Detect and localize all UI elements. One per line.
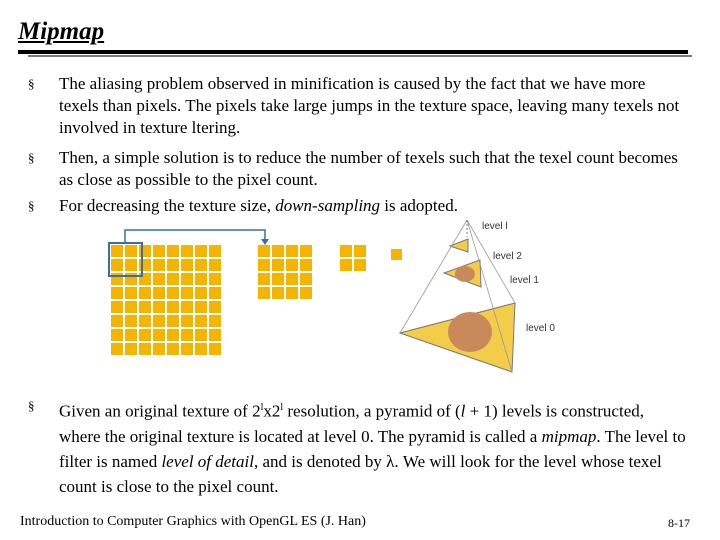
- texel: [272, 245, 284, 257]
- texel: [300, 259, 312, 271]
- texel: [300, 287, 312, 299]
- texel: [167, 315, 179, 327]
- texel: [153, 259, 165, 271]
- texel: [272, 287, 284, 299]
- texel: [111, 343, 123, 355]
- texel: [195, 301, 207, 313]
- texel: [195, 287, 207, 299]
- texel: [181, 273, 193, 285]
- texel: [167, 245, 179, 257]
- texel: [195, 315, 207, 327]
- texel: [209, 301, 221, 313]
- texel: [111, 273, 123, 285]
- texel: [111, 301, 123, 313]
- texel: [153, 301, 165, 313]
- texel: [125, 245, 137, 257]
- bullet-text: Given an original texture of 2$^l$x2$^l$ resolution, a pyramid of (l + 1) levels is constructed, where the original texture is located at level 0. The pyramid is called a mipmap. The level to filter is named level of detail, and is denoted by λ. We will look for the level whose texel count is close to the pixel count.: [59, 401, 686, 496]
- texel: [111, 245, 123, 257]
- texel: [167, 343, 179, 355]
- texel: [209, 273, 221, 285]
- texel: [167, 329, 179, 341]
- texel: [286, 245, 298, 257]
- texel: [195, 259, 207, 271]
- texel: [125, 273, 137, 285]
- texel: [258, 287, 270, 299]
- texel: [181, 287, 193, 299]
- texel-grid-level-0: [111, 245, 221, 355]
- texel: [153, 343, 165, 355]
- arrow-head: [261, 239, 269, 245]
- texel: [139, 259, 151, 271]
- texel: [111, 259, 123, 271]
- bullet-mark: §: [28, 76, 35, 91]
- mipmap-term: mipmap: [541, 426, 597, 446]
- texel: [111, 287, 123, 299]
- texel: [125, 343, 137, 355]
- texel: [209, 287, 221, 299]
- texel: [125, 259, 137, 271]
- texel: [209, 259, 221, 271]
- texel: [181, 343, 193, 355]
- texel: [167, 273, 179, 285]
- bullet-mark: §: [28, 398, 35, 413]
- bullet-text: For decreasing the texture size, down-sampling is adopted.: [59, 196, 458, 215]
- texel: [153, 315, 165, 327]
- bullet-text: The aliasing problem observed in minification is caused by the fact that we have more texels than pixels. The pixels take large jumps in the texture space, leaving many texels not involved in texture ltering.: [59, 74, 680, 137]
- downsample-arrow: [125, 230, 265, 243]
- texel: [111, 315, 123, 327]
- mipmap-figure: [100, 215, 580, 395]
- texel: [153, 273, 165, 285]
- title-rule: [18, 50, 688, 54]
- texel: [139, 301, 151, 313]
- texel: [125, 315, 137, 327]
- texel: [181, 315, 193, 327]
- texel: [167, 287, 179, 299]
- bullet-mark: §: [28, 150, 35, 165]
- texel: [181, 245, 193, 257]
- texel: [139, 315, 151, 327]
- downsampling-term: down-sampling: [275, 196, 381, 215]
- texel: [139, 245, 151, 257]
- texel: [209, 343, 221, 355]
- bullet-mark: §: [28, 198, 35, 213]
- texel: [209, 315, 221, 327]
- mipmap-pyramid: [400, 220, 515, 372]
- level-0-label: level 0: [526, 323, 555, 334]
- texel: [181, 301, 193, 313]
- texel: [258, 259, 270, 271]
- texel: [195, 273, 207, 285]
- texel: [153, 287, 165, 299]
- level-l-label: level l: [482, 221, 508, 232]
- texel: [195, 245, 207, 257]
- texel: [340, 259, 352, 271]
- texel: [167, 301, 179, 313]
- texel: [139, 329, 151, 341]
- texel-level-3: [391, 249, 402, 260]
- texel: [153, 329, 165, 341]
- texel: [258, 245, 270, 257]
- texel: [286, 259, 298, 271]
- texel: [125, 287, 137, 299]
- texel: [272, 259, 284, 271]
- texel-grid-level-2: [340, 245, 366, 271]
- texel: [139, 273, 151, 285]
- texel: [139, 287, 151, 299]
- page-number: 8-17: [668, 516, 690, 530]
- texel-grid-level-1: [258, 245, 312, 299]
- texel: [153, 245, 165, 257]
- texel: [354, 245, 366, 257]
- bullet-text: Then, a simple solution is to reduce the number of texels such that the texel count becomes as close as possible to the pixel count.: [59, 148, 678, 189]
- level-2-label: level 2: [493, 251, 522, 262]
- texel: [195, 329, 207, 341]
- texel: [286, 273, 298, 285]
- texel: [300, 245, 312, 257]
- texel: [300, 273, 312, 285]
- texel: [125, 301, 137, 313]
- texel: [340, 245, 352, 257]
- texel: [195, 343, 207, 355]
- texel: [181, 259, 193, 271]
- lod-term: level of detail: [161, 451, 254, 471]
- texel: [181, 329, 193, 341]
- texel: [258, 273, 270, 285]
- slide-title: Mipmap: [18, 18, 105, 45]
- texel: [354, 259, 366, 271]
- texel: [286, 287, 298, 299]
- title-rule-shadow: [28, 55, 692, 57]
- texel: [111, 329, 123, 341]
- footer-text: Introduction to Computer Graphics with OpenGL ES (J. Han): [20, 514, 366, 529]
- texel: [125, 329, 137, 341]
- texel: [209, 245, 221, 257]
- texel: [272, 273, 284, 285]
- texel: [209, 329, 221, 341]
- texel: [167, 259, 179, 271]
- texel: [139, 343, 151, 355]
- level-1-label: level 1: [510, 275, 539, 286]
